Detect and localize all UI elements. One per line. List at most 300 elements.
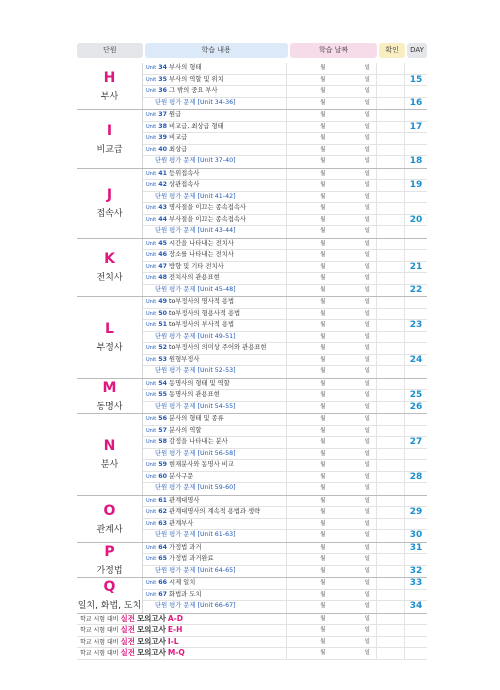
row-content [143, 86, 287, 97]
date-field[interactable] [287, 426, 377, 437]
check-box[interactable] [377, 156, 405, 168]
day-number: 27 [409, 437, 423, 447]
check-box[interactable] [377, 297, 405, 308]
section-rows [143, 414, 427, 495]
check-box[interactable] [377, 590, 405, 601]
day-number: 31 [409, 542, 423, 553]
day-label: 일 [364, 123, 370, 130]
date-field[interactable] [287, 169, 377, 180]
unit-prefix: Unit [146, 240, 157, 247]
check-box[interactable] [377, 250, 405, 261]
eval-label: 단원 평가 문제 [155, 402, 196, 410]
mock-prefix: 학교 시험 대비 [80, 615, 119, 623]
month-label: 월 [320, 580, 326, 586]
check-box[interactable] [377, 122, 405, 133]
day-label: 일 [364, 380, 370, 387]
eval-label: 단원 평가 문제 [155, 531, 196, 538]
unit-title: 관계부사 [168, 519, 194, 527]
unit-prefix: Unit [146, 356, 157, 363]
section-unit-cell [77, 578, 143, 613]
check-box[interactable] [377, 355, 405, 366]
unit-title: 가정법 과거 [168, 543, 202, 551]
row-content [143, 332, 287, 343]
check-box[interactable] [377, 379, 405, 390]
evaluation-row [143, 332, 427, 344]
unit-title: to부정사의 명사적 용법 [168, 298, 235, 305]
unit-number: 63 [158, 519, 167, 527]
check-box[interactable] [377, 332, 405, 343]
month-label: 월 [320, 403, 326, 410]
section-letter: Q [103, 579, 116, 596]
check-box[interactable] [377, 366, 405, 378]
date-field[interactable] [287, 192, 377, 203]
evaluation-row [143, 402, 427, 414]
check-box[interactable] [377, 226, 405, 238]
check-box[interactable] [377, 472, 405, 483]
date-field[interactable] [287, 285, 377, 297]
day-number [405, 297, 427, 308]
unit-title: 장소를 나타내는 전치사 [168, 251, 234, 258]
row-content [143, 273, 287, 284]
row-content [143, 366, 287, 378]
date-field[interactable] [287, 496, 377, 507]
unit-title: 명사절을 이끄는 종속접속사 [168, 204, 246, 211]
date-field[interactable] [287, 554, 377, 565]
date-field[interactable] [287, 449, 377, 460]
month-label: 월 [320, 228, 326, 234]
unit-prefix: Unit [146, 345, 157, 351]
row-content [143, 496, 287, 507]
unit-title: 시간을 나타내는 전치사 [168, 239, 234, 247]
section-unit-cell [77, 414, 143, 495]
unit-row [143, 133, 427, 145]
row-content [143, 145, 287, 156]
unit-title: 시제 일치 [168, 579, 196, 586]
section-rows [143, 110, 427, 168]
day-number [405, 250, 427, 261]
date-field[interactable] [287, 215, 377, 226]
date-field[interactable] [287, 180, 377, 191]
check-box[interactable] [377, 449, 405, 460]
check-box[interactable] [377, 614, 405, 625]
day-label: 일 [364, 286, 370, 293]
day-label: 일 [364, 76, 370, 83]
check-box[interactable] [377, 483, 405, 495]
check-box[interactable] [377, 262, 405, 273]
check-box[interactable] [377, 625, 405, 636]
check-box[interactable] [377, 554, 405, 565]
day-number [405, 554, 427, 565]
date-field[interactable] [287, 414, 377, 425]
date-field[interactable] [287, 366, 377, 378]
day-number: 25 [409, 390, 423, 400]
date-field[interactable] [287, 145, 377, 156]
check-box[interactable] [377, 239, 405, 250]
day-label: 일 [364, 473, 370, 480]
date-field[interactable] [287, 98, 377, 110]
date-field[interactable] [287, 472, 377, 483]
check-box[interactable] [377, 145, 405, 156]
unit-row [143, 63, 427, 75]
unit-title: 비교급, 최상급 형태 [168, 122, 224, 130]
check-box[interactable] [377, 530, 405, 542]
row-content [143, 133, 287, 144]
check-box[interactable] [377, 414, 405, 425]
unit-title: 화법과 도치 [168, 590, 202, 598]
check-box[interactable] [377, 285, 405, 297]
section-name: 부정사 [96, 343, 123, 354]
row-content [143, 98, 287, 110]
date-field[interactable] [287, 122, 377, 133]
row-content [143, 390, 287, 401]
eval-range: [Unit 41-42] [197, 192, 236, 200]
unit-number: 57 [158, 426, 167, 434]
day-number [405, 614, 427, 625]
section-k [77, 239, 427, 298]
header-date: 학습 날짜 [290, 43, 377, 58]
month-label: 월 [320, 603, 326, 609]
row-content [143, 554, 287, 565]
unit-row [143, 203, 427, 215]
check-box[interactable] [377, 192, 405, 203]
month-label: 월 [320, 627, 326, 633]
unit-number: 35 [158, 75, 167, 83]
check-box[interactable] [377, 75, 405, 86]
day-number [405, 343, 427, 354]
unit-prefix: Unit [146, 76, 157, 83]
month-label: 월 [320, 193, 326, 200]
section-name: 전치사 [96, 273, 123, 284]
date-field[interactable] [287, 519, 377, 530]
row-content [143, 180, 287, 191]
day-number [405, 426, 427, 437]
row-content [143, 449, 287, 460]
date-field[interactable] [287, 156, 377, 168]
date-field[interactable] [287, 320, 377, 331]
date-field[interactable] [287, 309, 377, 320]
date-field[interactable] [287, 273, 377, 284]
section-unit-cell [77, 379, 143, 414]
check-box[interactable] [377, 507, 405, 518]
day-number [405, 648, 427, 659]
day-number [405, 133, 427, 144]
unit-prefix: Unit [146, 509, 157, 515]
day-label: 일 [364, 216, 370, 223]
unit-title: 전치사의 관용표현 [168, 274, 220, 281]
unit-number: 34 [158, 64, 167, 71]
unit-title: 동명사의 관용표현 [168, 391, 220, 398]
day-label: 일 [364, 427, 370, 434]
check-box[interactable] [377, 390, 405, 401]
date-field[interactable] [287, 86, 377, 97]
unit-prefix: Unit [146, 544, 157, 551]
section-unit-cell [77, 63, 143, 109]
unit-row [143, 169, 427, 181]
header-unit: 단원 [77, 43, 143, 58]
month-label: 월 [320, 216, 326, 223]
unit-row [143, 145, 427, 157]
check-box[interactable] [377, 437, 405, 448]
day-number [405, 625, 427, 636]
check-box[interactable] [377, 601, 405, 613]
eval-label: 단원 평가 문제 [155, 285, 196, 293]
month-label: 월 [320, 356, 326, 363]
date-field[interactable] [287, 390, 377, 401]
unit-prefix: Unit [146, 473, 157, 480]
unit-prefix: Unit [146, 497, 157, 504]
day-label: 일 [364, 322, 370, 328]
month-label: 월 [320, 556, 326, 562]
date-field[interactable] [287, 614, 377, 625]
mock-test-row [77, 637, 427, 649]
check-box[interactable] [377, 343, 405, 354]
month-label: 월 [320, 497, 326, 504]
eval-label: 단원 평가 문제 [155, 157, 196, 164]
date-field[interactable] [287, 507, 377, 518]
date-field[interactable] [287, 379, 377, 390]
check-box[interactable] [377, 169, 405, 180]
check-box[interactable] [377, 98, 405, 110]
section-unit-cell [77, 239, 143, 297]
month-label: 월 [320, 544, 326, 551]
row-content [143, 590, 287, 601]
day-number: 30 [409, 530, 423, 540]
day-number: 19 [409, 180, 423, 190]
unit-row [143, 215, 427, 227]
unit-row [143, 110, 427, 122]
evaluation-row [143, 366, 427, 378]
unit-prefix: Unit [146, 380, 157, 387]
check-box[interactable] [377, 133, 405, 144]
row-content [143, 239, 287, 250]
day-label: 일 [364, 450, 370, 457]
day-label: 일 [364, 532, 370, 538]
day-label: 일 [364, 65, 370, 71]
date-field[interactable] [287, 402, 377, 414]
check-box[interactable] [377, 309, 405, 320]
check-box[interactable] [377, 543, 405, 554]
month-label: 월 [320, 65, 326, 71]
date-field[interactable] [287, 133, 377, 144]
date-field[interactable] [287, 226, 377, 238]
mock-emph: 실전 [120, 613, 136, 623]
unit-prefix: Unit [146, 123, 157, 130]
check-box[interactable] [377, 402, 405, 414]
day-number: 18 [409, 156, 423, 166]
date-field[interactable] [287, 110, 377, 121]
check-box[interactable] [377, 460, 405, 471]
unit-prefix: Unit [146, 556, 157, 562]
mock-prefix: 학교 시험 대비 [80, 627, 119, 634]
check-box[interactable] [377, 110, 405, 121]
evaluation-row [143, 192, 427, 204]
eval-label: 단원 평가 문제 [155, 566, 196, 574]
month-label: 월 [320, 99, 326, 106]
month-label: 월 [320, 146, 326, 153]
date-field[interactable] [287, 355, 377, 366]
check-box[interactable] [377, 637, 405, 648]
mock-range: A-D [167, 613, 183, 623]
section-name: 부사 [100, 92, 119, 102]
section-letter: L [105, 321, 114, 338]
month-label: 월 [320, 263, 326, 270]
day-label: 일 [364, 544, 370, 551]
date-field[interactable] [287, 590, 377, 601]
day-label: 일 [364, 403, 370, 410]
day-number [405, 366, 427, 378]
section-rows [143, 496, 427, 542]
check-box[interactable] [377, 578, 405, 589]
unit-title: 관계대명사의 계속적 용법과 생략 [168, 508, 261, 515]
unit-title: 분사의 역할 [168, 426, 202, 434]
date-field[interactable] [287, 250, 377, 261]
day-label: 일 [364, 439, 370, 445]
eval-range: [Unit 34-36] [197, 98, 236, 106]
date-field[interactable] [287, 262, 377, 273]
month-label: 월 [320, 345, 326, 351]
row-content [143, 156, 287, 168]
date-field[interactable] [287, 578, 377, 589]
unit-title: to부정사의 부사적 용법 [168, 321, 235, 328]
mock-test-label [77, 637, 287, 648]
unit-row [143, 122, 427, 134]
date-field[interactable] [287, 566, 377, 578]
date-field[interactable] [287, 530, 377, 542]
day-label: 일 [364, 170, 370, 177]
day-label: 일 [364, 392, 370, 398]
unit-title: to부정사의 형용사적 용법 [168, 309, 241, 317]
date-field[interactable] [287, 460, 377, 471]
day-number: 28 [409, 471, 423, 482]
date-field[interactable] [287, 239, 377, 250]
day-label: 일 [364, 627, 370, 633]
unit-number: 44 [158, 215, 167, 223]
mock-title: 모의고사 [136, 636, 166, 646]
mock-test-label [77, 648, 287, 659]
unit-prefix: Unit [146, 65, 157, 71]
day-label: 일 [364, 603, 370, 609]
date-field[interactable] [287, 543, 377, 554]
date-field[interactable] [287, 75, 377, 86]
month-label: 월 [320, 76, 326, 83]
check-box[interactable] [377, 648, 405, 659]
section-letter: J [106, 187, 113, 203]
date-field[interactable] [287, 437, 377, 448]
unit-prefix: Unit [146, 322, 157, 328]
day-label: 일 [364, 88, 370, 94]
unit-row [143, 75, 427, 87]
row-content [143, 226, 287, 238]
day-label: 일 [364, 112, 370, 118]
day-label: 일 [364, 416, 370, 422]
date-field[interactable] [287, 297, 377, 308]
unit-number: 51 [158, 321, 167, 328]
month-label: 월 [320, 322, 326, 328]
evaluation-row [143, 156, 427, 168]
section-rows [143, 239, 427, 297]
month-label: 월 [320, 333, 326, 340]
section-name: 일치, 화법, 도치 [77, 601, 142, 612]
mock-test-label [77, 625, 287, 636]
section-unit-cell [77, 297, 143, 378]
unit-row [143, 460, 427, 472]
row-content [143, 578, 287, 589]
month-label: 월 [320, 567, 326, 574]
day-number [405, 449, 427, 460]
sections-container [77, 63, 427, 613]
date-field[interactable] [287, 483, 377, 495]
row-content [143, 566, 287, 578]
date-field[interactable] [287, 648, 377, 659]
section-l [77, 297, 427, 379]
day-number [405, 414, 427, 425]
unit-row [143, 379, 427, 391]
check-box[interactable] [377, 273, 405, 284]
section-i [77, 110, 427, 169]
mock-emph: 실전 [120, 648, 136, 657]
eval-range: [Unit 64-65] [197, 566, 236, 574]
check-box[interactable] [377, 203, 405, 214]
date-field[interactable] [287, 63, 377, 74]
check-box[interactable] [377, 496, 405, 507]
row-content [143, 402, 287, 414]
section-name: 분사 [100, 460, 119, 471]
unit-number: 56 [158, 415, 167, 422]
check-box[interactable] [377, 180, 405, 191]
unit-prefix: Unit [146, 263, 157, 270]
unit-title: 동명사의 형태 및 역할 [168, 379, 230, 387]
date-field[interactable] [287, 625, 377, 636]
unit-number: 53 [158, 355, 167, 363]
section-rows [143, 63, 427, 109]
eval-label: 단원 평가 문제 [155, 602, 196, 609]
date-field[interactable] [287, 601, 377, 613]
unit-number: 40 [158, 145, 167, 153]
date-field[interactable] [287, 332, 377, 343]
day-number: 22 [409, 284, 423, 295]
unit-prefix: Unit [146, 520, 157, 527]
mock-tests-container [77, 613, 427, 660]
evaluation-row [143, 483, 427, 495]
check-box[interactable] [377, 566, 405, 578]
day-label: 일 [364, 252, 370, 258]
unit-row [143, 297, 427, 309]
section-rows [143, 297, 427, 378]
study-plan-sheet [77, 43, 427, 660]
unit-row [143, 590, 427, 602]
check-box[interactable] [377, 86, 405, 97]
date-field[interactable] [287, 203, 377, 214]
day-number: 34 [409, 601, 423, 611]
mock-emph: 실전 [120, 625, 136, 634]
check-box[interactable] [377, 426, 405, 437]
unit-row [143, 426, 427, 438]
check-box[interactable] [377, 320, 405, 331]
unit-title: 그 밖의 중요 부사 [168, 87, 218, 94]
eval-range: [Unit 52-53] [197, 367, 236, 374]
unit-number: 37 [158, 111, 167, 118]
evaluation-row [143, 285, 427, 297]
check-box[interactable] [377, 215, 405, 226]
unit-prefix: Unit [146, 427, 157, 434]
check-box[interactable] [377, 63, 405, 74]
unit-number: 41 [158, 169, 167, 177]
check-box[interactable] [377, 519, 405, 530]
unit-row [143, 320, 427, 332]
date-field[interactable] [287, 637, 377, 648]
date-field[interactable] [287, 343, 377, 354]
section-o [77, 496, 427, 543]
